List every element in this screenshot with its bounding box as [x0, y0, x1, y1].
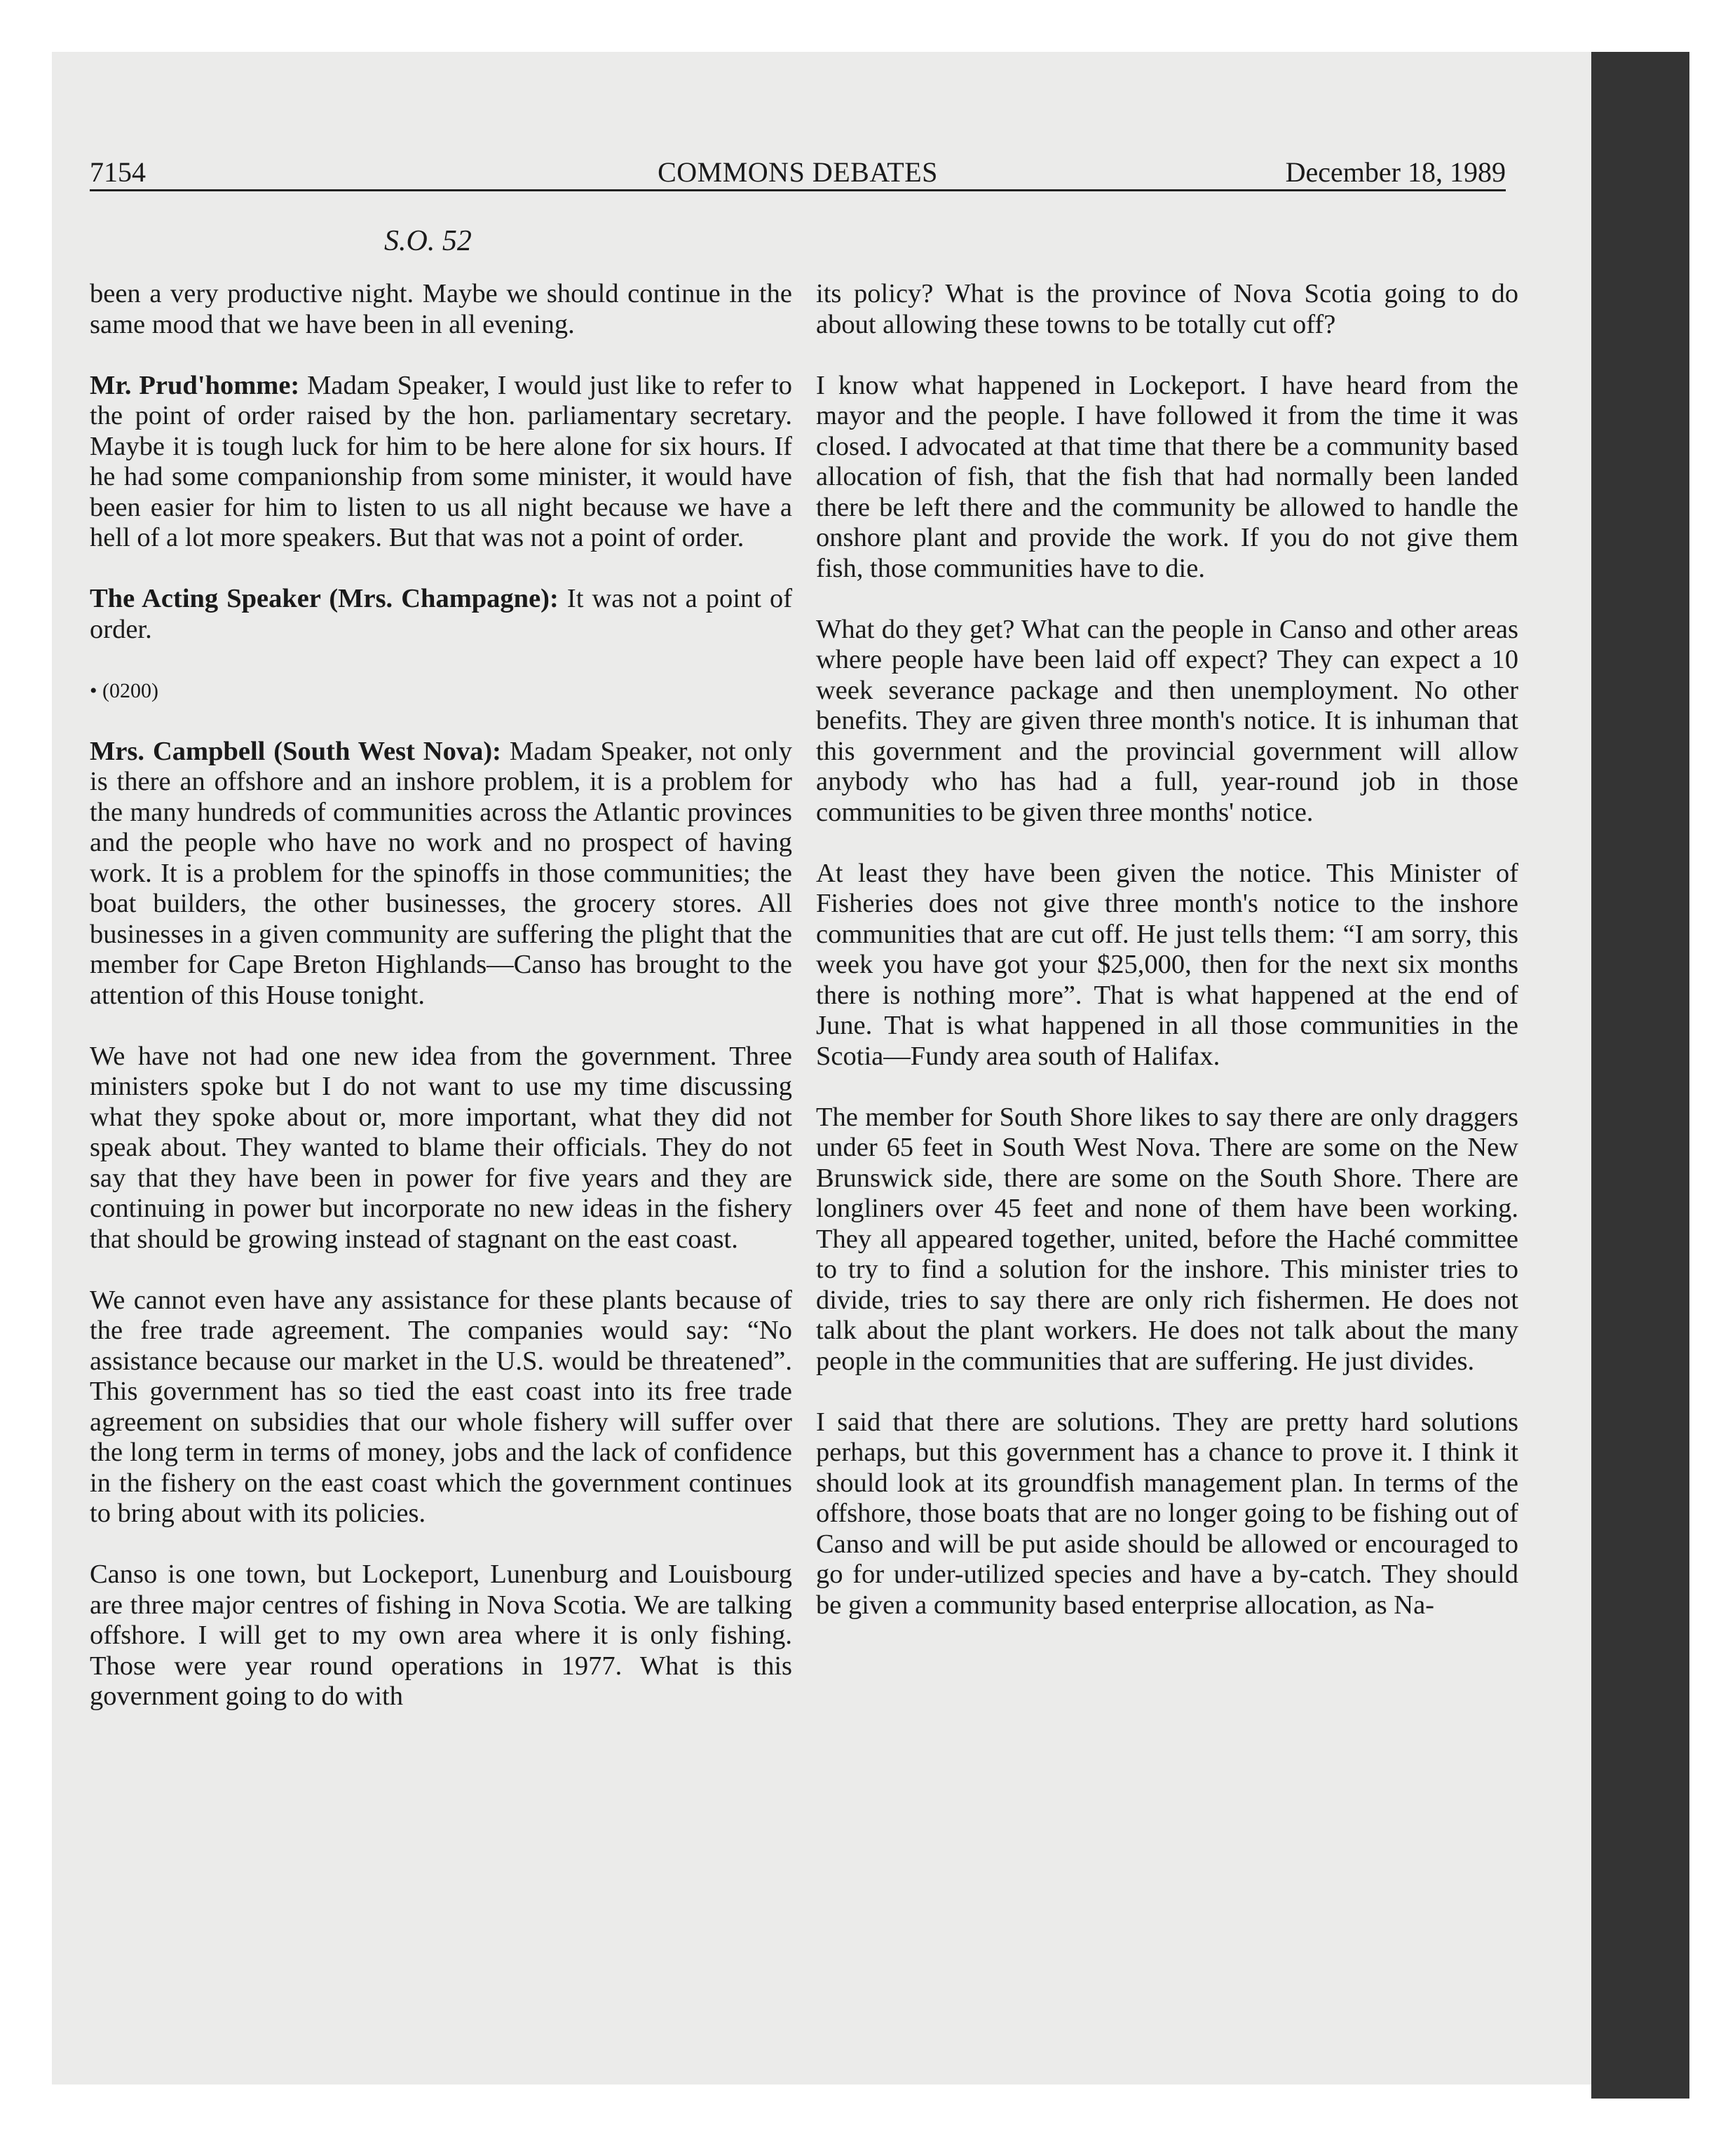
left-column — [90, 279, 792, 1742]
speaker-name: Mr. Prud'homme: — [90, 370, 300, 400]
paragraph — [90, 371, 792, 554]
speech-text: Madam Speaker, not only is there an offshore and an inshore problem, it is a problem for the many hundreds of communities across the Atlantic provinces and the people who have no work and no prospect of having work. It is a problem for the spinoffs in those communities; the boat builders, the other businesses, the grocery stores. All businesses in a given community are suffering the plight that the member for Cape Breton Highlands—Canso has brought to the attention of this House tonight. — [90, 736, 792, 1010]
paragraph: its policy? What is the province of Nova Scotia going to do about allowing these towns to be totally cut off? — [816, 279, 1518, 339]
right-column — [816, 279, 1518, 1651]
page-header — [90, 153, 1506, 195]
paragraph: I said that there are solutions. They are pretty hard solutions perhaps, but this government has a chance to prove it. I think it should look at its groundfish management plan. In terms of the offshore, those boats that are no longer going to be fishing out of Canso and will be put aside should be allowed or encouraged to go for under-utilized species and have a by-catch. They should be given a community based enterprise allocation, as Na- — [816, 1407, 1518, 1620]
paragraph: What do they get? What can the people in Canso and other areas where people have been laid off expect? They can expect a 10 week severance package and then unemployment. No other benefits. They are given three month's notice. It is inhuman that this government and the provincial government will allow anybody who has had a full, year-round job in those communities to be given three months' notice. — [816, 614, 1518, 827]
section-tag: S.O. 52 — [384, 225, 472, 257]
paragraph: The member for South Shore likes to say there are only draggers under 65 feet in South West Nova. There are some on the New Brunswick side, there are some on the South Shore. There are longliners over 45 feet and none of them have been working. They all appeared together, united, before the Haché committee to try to find a solution for the inshore. This minister tries to divide, tries to say there are only rich fishermen. He does not talk about the plant workers. He does not talk about the many people in the communities that are suffering. He just divides. — [816, 1102, 1518, 1376]
speaker-name: Mrs. Campbell (South West Nova): — [90, 736, 502, 766]
page-number: 7154 — [90, 156, 146, 188]
paragraph: We have not had one new idea from the government. Three ministers spoke but I do not want to use my time discussing what they spoke about or, more important, what they did not speak about. They wanted to blame their officials. They do not say that they have been in power for five years and they are continuing in power but incorporate no new ideas in the fishery that should be growing instead of stagnant on the east coast. — [90, 1041, 792, 1254]
publication-title: COMMONS DEBATES — [658, 156, 938, 188]
paragraph: I know what happened in Lockeport. I have heard from the mayor and the people. I have followed it from the time it was closed. I advocated at that time that there be a community based allocation of fish, that the fish that had normally been landed there be left there and the community be allowed to handle the onshore plant and provide the work. If you do not give them fish, those communities have to die. — [816, 370, 1518, 583]
paragraph: At least they have been given the notice. This Minister of Fisheries does not give three month's notice to the inshore communities that are cut off. He just tells them: “I am sorry, this week you have got your $25,000, then for the next six months there is nothing more”. That is what happened at the end of June. That is what happened in all those communities in the Scotia—Fundy area south of Halifax. — [816, 858, 1518, 1071]
paragraph: We cannot even have any assistance for these plants because of the free trade agreement. The companies would say: “No assistance because our market in the U.S. would be threatened”. This government has so tied the east coast into its free trade agreement on subsidies that our whole fishery will suffer over the long term in terms of money, jobs and the lack of confidence in the fishery on the east coast which the government continues to bring about with its policies. — [90, 1285, 792, 1528]
time-marker: • (0200) — [90, 678, 158, 702]
paragraph — [90, 737, 792, 1011]
paragraph: been a very productive night. Maybe we should continue in the same mood that we have been in all evening. — [90, 279, 792, 339]
paragraph: Canso is one town, but Lockeport, Lunenburg and Louisbourg are three major centres of fishing in Nova Scotia. We are talking offshore. I will get to my own area where it is only fishing. Those were year round operations in 1977. What is this government going to do with — [90, 1560, 792, 1711]
paragraph — [90, 584, 792, 645]
speech-text: Madam Speaker, I would just like to refer to the point of order raised by the hon. parliamentary secretary. Maybe it is tough luck for him to be here alone for six hours. If he had some companionship from some minister, it would have been easier for him to listen to us all night because we have a hell of a lot more speakers. But that was not a point of order. — [90, 370, 792, 552]
speaker-name: The Acting Speaker (Mrs. Champagne): — [90, 584, 559, 613]
speech-text: It was not a point of order. — [90, 584, 793, 644]
scan-edge-shadow — [1591, 52, 1689, 2099]
header-rule — [90, 189, 1506, 191]
page-date: December 18, 1989 — [1285, 156, 1506, 188]
